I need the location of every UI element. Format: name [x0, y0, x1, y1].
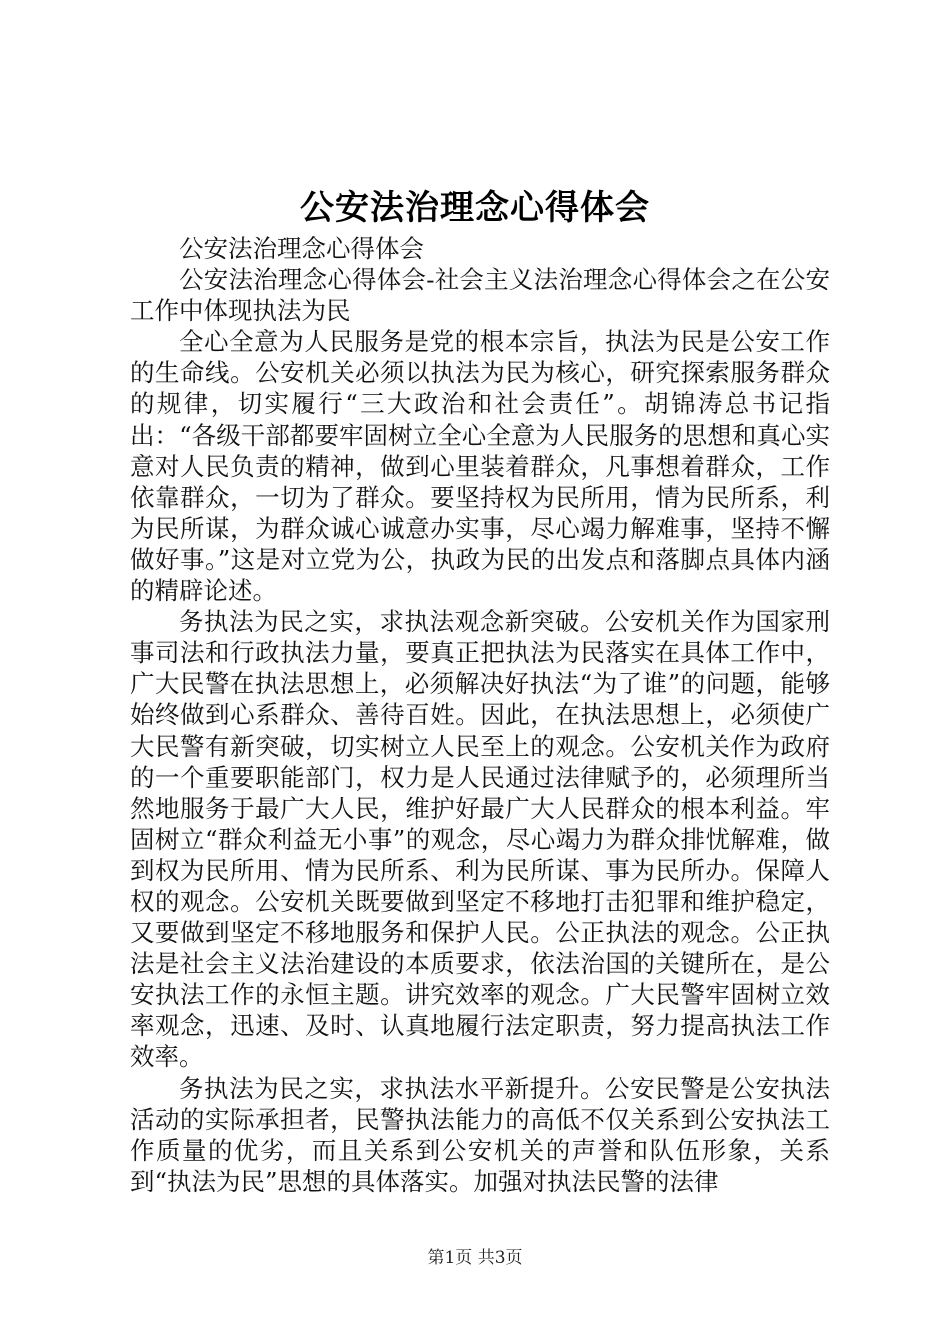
paragraph: 务执法为民之实，求执法水平新提升。公安民警是公安执法活动的实际承担者，民警执法能力的高低不仅关系到公安执法工作质量的优劣，而且关系到公安机关的声誉和队伍形象，关系到“执法为民”思想的具体落实。加强对执法民警的法律: [130, 1073, 830, 1196]
paragraph: 公安法治理念心得体会-社会主义法治理念心得体会之在公安工作中体现执法为民: [130, 265, 830, 326]
paragraph: 务执法为民之实，求执法观念新突破。公安机关作为国家刑事司法和行政执法力量，要真正把执法为民落实在具体工作中，广大民警在执法思想上，必须解决好执法“为了谁”的问题，能够始终做到心系群众、善待百姓。因此，在执法思想上，必须使广大民警有新突破，切实树立人民至上的观念。公安机关作为政府的一个重要职能部门，权力是人民通过法律赋予的，必须理所当然地服务于最广大人民，维护好最广大人民群众的根本利益。牢固树立“群众利益无小事”的观念，尽心竭力为群众排忧解难，做到权为民所用、情为民所系、利为民所谋、事为民所办。保障人权的观念。公安机关既要做到坚定不移地打击犯罪和维护稳定，又要做到坚定不移地服务和保护人民。公正执法的观念。公正执法是社会主义法治建设的本质要求，依法治国的关键所在，是公安执法工作的永恒主题。讲究效率的观念。广大民警牢固树立效率观念，迅速、及时、认真地履行法定职责，努力提高执法工作效率。: [130, 607, 830, 1072]
page-footer: 第1页 共3页: [427, 1248, 523, 1268]
paragraph: 全心全意为人民服务是党的根本宗旨，执法为民是公安工作的生命线。公安机关必须以执法为民为核心，研究探索服务群众的规律，切实履行“三大政治和社会责任”。胡锦涛总书记指出：“各级干部都要牢固树立全心全意为人民服务的思想和真心实意对人民负责的精神，做到心里装着群众，凡事想着群众，工作依靠群众，一切为了群众。要坚持权为民所用，情为民所系，利为民所谋，为群众诚心诚意办实事，尽心竭力解难事，坚持不懈做好事。”这是对立党为公，执政为民的出发点和落脚点具体内涵的精辟论述。: [130, 327, 830, 606]
document-body: [130, 233, 830, 1197]
document-title: 公安法治理念心得体会: [300, 188, 650, 228]
paragraph: 公安法治理念心得体会: [179, 234, 424, 263]
